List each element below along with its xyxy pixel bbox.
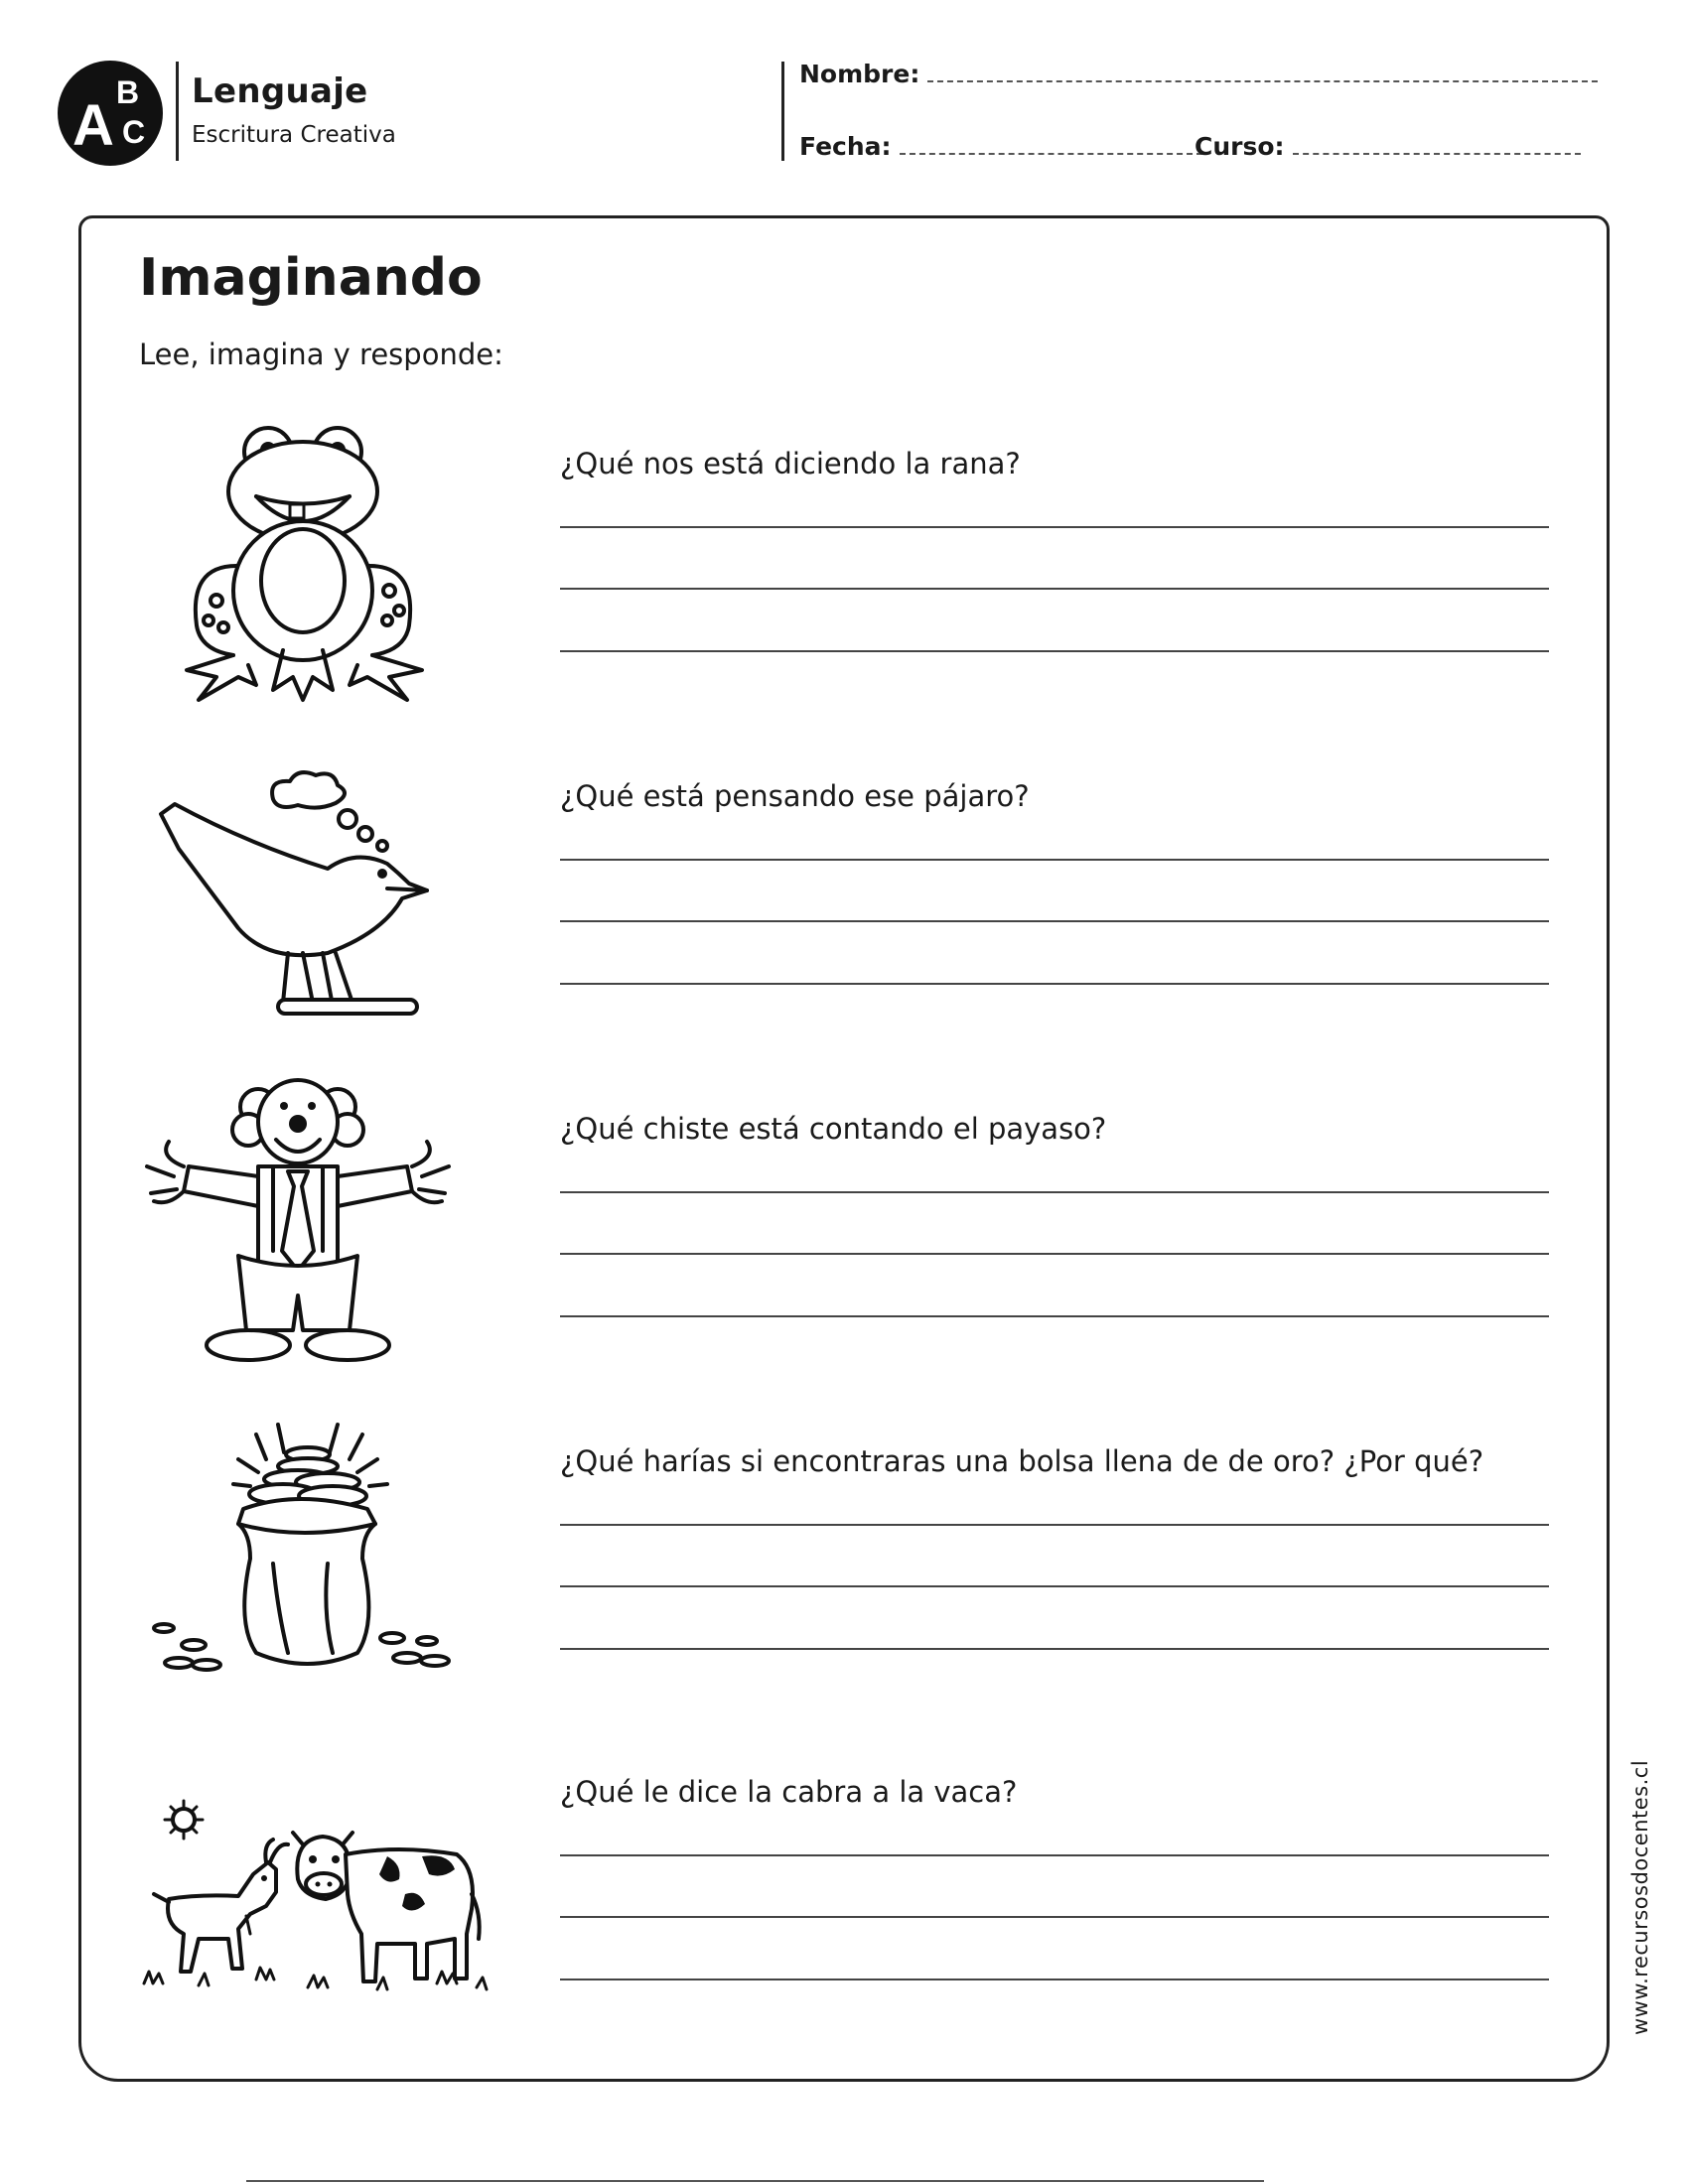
question-text: ¿Qué está pensando ese pájaro?	[560, 779, 1030, 813]
question-text: ¿Qué nos está diciendo la rana?	[560, 447, 1021, 480]
question-text: ¿Qué le dice la cabra a la vaca?	[560, 1775, 1018, 1809]
question-row	[139, 1415, 1559, 1703]
answer-line[interactable]	[560, 1854, 1549, 1856]
side-url-text: www.recursosdocentes.cl	[1628, 1759, 1652, 2035]
goat-cow-icon	[139, 1745, 516, 2033]
worksheet-instruction: Lee, imagina y responde:	[139, 338, 503, 371]
answer-line[interactable]	[560, 1315, 1549, 1317]
subject-title: Lenguaje	[192, 71, 368, 111]
question-row	[139, 417, 1559, 705]
answer-line[interactable]	[560, 1524, 1549, 1526]
curso-label: Curso:	[1195, 132, 1285, 161]
header-divider	[176, 62, 179, 161]
curso-field[interactable]	[1195, 132, 1581, 161]
fecha-label: Fecha:	[799, 132, 892, 161]
question-text: ¿Qué harías si encontraras una bolsa llena de de oro? ¿Por qué?	[560, 1444, 1484, 1478]
nombre-label: Nombre:	[799, 60, 920, 88]
bird-icon	[139, 750, 516, 1037]
answer-line[interactable]	[560, 983, 1549, 985]
frog-icon	[139, 417, 516, 705]
answer-line[interactable]	[560, 1253, 1549, 1255]
logo-letter-a: A	[72, 93, 114, 158]
question-row	[139, 1082, 1559, 1370]
clown-icon	[139, 1082, 516, 1370]
question-row	[139, 750, 1559, 1037]
answer-line[interactable]	[560, 1979, 1549, 1980]
answer-line[interactable]	[560, 588, 1549, 590]
answer-line[interactable]	[560, 1585, 1549, 1587]
fecha-field[interactable]	[799, 132, 1202, 161]
answer-line[interactable]	[560, 526, 1549, 528]
logo-letter-b: B	[116, 74, 140, 110]
nombre-input-line[interactable]	[927, 79, 1598, 82]
nombre-field[interactable]	[799, 60, 1598, 88]
answer-line[interactable]	[560, 1916, 1549, 1918]
worksheet-title: Imaginando	[139, 248, 483, 308]
answer-line[interactable]	[560, 650, 1549, 652]
answer-line[interactable]	[560, 859, 1549, 861]
fields-divider	[781, 62, 784, 161]
abc-logo-icon	[57, 60, 164, 167]
gold-bag-icon	[139, 1415, 516, 1703]
logo-letter-c: C	[122, 114, 146, 150]
curso-input-line[interactable]	[1293, 152, 1581, 155]
subject-subtitle: Escritura Creativa	[192, 122, 396, 148]
answer-line[interactable]	[560, 1191, 1549, 1193]
question-row	[139, 1745, 1559, 2033]
question-text: ¿Qué chiste está contando el payaso?	[560, 1112, 1107, 1146]
answer-line[interactable]	[560, 920, 1549, 922]
answer-line[interactable]	[560, 1648, 1549, 1650]
footer-line	[246, 2180, 1264, 2182]
fecha-input-line[interactable]	[900, 152, 1202, 155]
